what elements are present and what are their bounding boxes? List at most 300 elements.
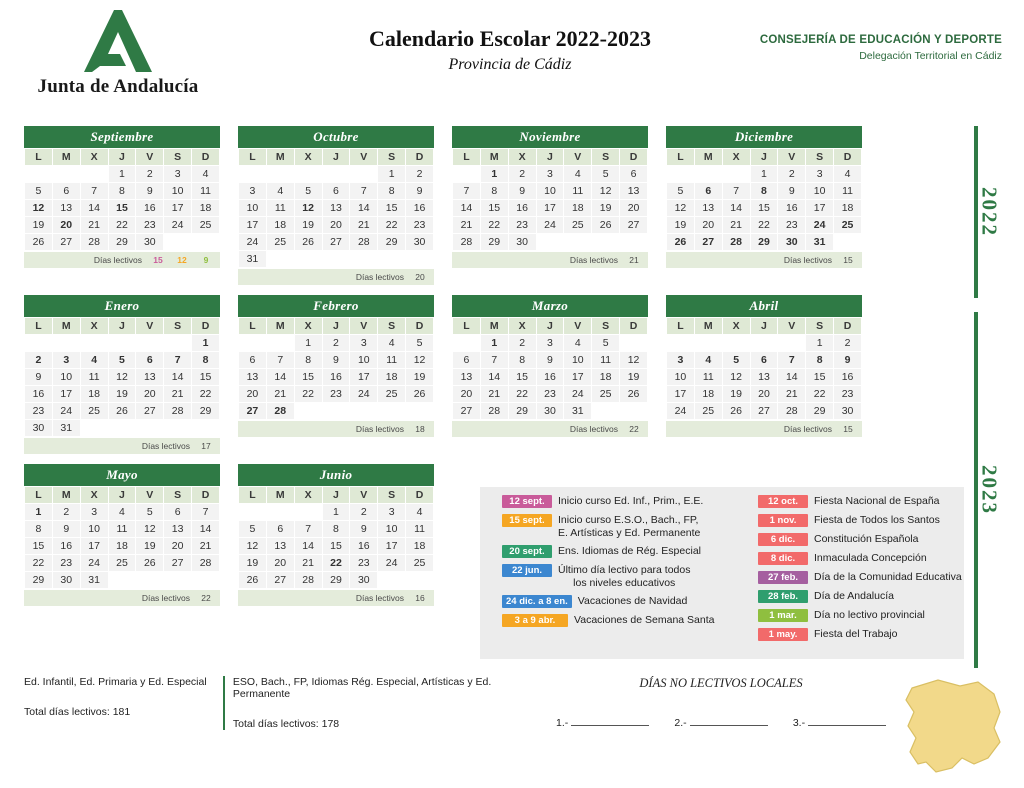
weekday-header: J: [322, 318, 350, 335]
legend-chip: 20 sept.: [502, 545, 552, 558]
org-consejeria: CONSEJERÍA DE EDUCACIÓN Y DEPORTE: [759, 34, 1002, 46]
day-cell: 20: [52, 217, 80, 234]
legend-column-left: [502, 495, 752, 633]
day-cell: 20: [322, 217, 350, 234]
day-cell: 2: [136, 166, 164, 183]
week-row: [239, 572, 434, 589]
day-cell: 19: [136, 538, 164, 555]
day-cell: 24: [239, 234, 267, 251]
day-cell: 28: [80, 234, 108, 251]
week-row: [453, 234, 648, 251]
day-cell: 14: [266, 369, 294, 386]
week-row: [453, 200, 648, 217]
lectivos-count: 12: [177, 255, 187, 265]
weekday-header: S: [592, 149, 620, 166]
weekday-header: X: [80, 487, 108, 504]
day-cell: 13: [694, 200, 722, 217]
day-cell: 11: [80, 369, 108, 386]
day-cell-empty: [52, 166, 80, 183]
day-cell: 26: [108, 403, 136, 420]
day-cell: 3: [806, 166, 834, 183]
day-cell: 13: [164, 521, 192, 538]
day-cell: 5: [406, 335, 434, 352]
day-cell-empty: [620, 335, 648, 352]
day-cell: 1: [108, 166, 136, 183]
day-cell: 6: [266, 521, 294, 538]
totals-group-a: [24, 676, 220, 718]
lectivos-label: Días lectivos: [783, 424, 832, 434]
day-cell: 9: [508, 183, 536, 200]
day-cell-empty: [667, 335, 695, 352]
month-title: Abril: [666, 295, 862, 317]
legend-chip: 24 dic. a 8 en.: [502, 595, 572, 608]
weekday-header: S: [592, 318, 620, 335]
day-cell: 7: [266, 352, 294, 369]
day-cell: 16: [778, 200, 806, 217]
day-cell: 6: [164, 504, 192, 521]
day-cell-empty: [378, 251, 406, 268]
legend-item: [502, 545, 752, 558]
day-cell: 21: [480, 386, 508, 403]
week-row: [25, 420, 220, 437]
local-day-field[interactable]: [556, 715, 649, 729]
day-cell: 5: [592, 335, 620, 352]
day-cell: 7: [480, 352, 508, 369]
day-cell-empty: [406, 403, 434, 420]
day-cell: 8: [508, 352, 536, 369]
day-cell: 11: [108, 521, 136, 538]
week-row: [239, 166, 434, 183]
day-cell-empty: [108, 572, 136, 589]
day-cell: 7: [192, 504, 220, 521]
lectivos-count: 16: [415, 593, 425, 603]
month-table: [666, 148, 862, 251]
day-cell: 25: [694, 403, 722, 420]
day-cell-empty: [322, 403, 350, 420]
day-cell: 20: [136, 386, 164, 403]
totals-group-a-label: Ed. Infantil, Ed. Primaria y Ed. Especial: [24, 676, 207, 688]
day-cell: 13: [453, 369, 481, 386]
day-cell: 14: [164, 369, 192, 386]
day-cell: 26: [667, 234, 695, 251]
legend-chip: 22 jun.: [502, 564, 552, 577]
weekday-header: V: [350, 487, 378, 504]
legend-text: Vacaciones de Navidad: [577, 595, 688, 607]
day-cell: 28: [164, 403, 192, 420]
weekday-header: S: [378, 487, 406, 504]
legend-item: [758, 571, 963, 584]
day-cell-empty: [266, 504, 294, 521]
day-cell-empty: [164, 335, 192, 352]
day-cell: 3: [52, 352, 80, 369]
week-row: [239, 335, 434, 352]
day-cell: 11: [694, 369, 722, 386]
local-day-blank[interactable]: [571, 715, 649, 726]
day-cell: 15: [750, 200, 778, 217]
legend-chip: 1 nov.: [758, 514, 808, 527]
day-cell-empty: [239, 504, 267, 521]
lectivos-footer: [452, 421, 648, 437]
day-cell: 14: [80, 200, 108, 217]
day-cell: 21: [722, 217, 750, 234]
day-cell: 29: [378, 234, 406, 251]
day-cell: 22: [322, 555, 350, 572]
day-cell: 8: [806, 352, 834, 369]
weekday-header: X: [294, 487, 322, 504]
month-table: [666, 317, 862, 420]
day-cell: 17: [350, 369, 378, 386]
andalucia-logo-icon: [70, 8, 166, 74]
legend-column-right: [758, 495, 963, 647]
day-cell: 18: [108, 538, 136, 555]
month-row: [24, 295, 964, 454]
week-row: [453, 369, 648, 386]
week-row: [25, 166, 220, 183]
legend-text: Constitución Española: [814, 533, 919, 545]
week-row: [25, 386, 220, 403]
weekday-header: L: [25, 149, 53, 166]
day-cell: 12: [136, 521, 164, 538]
legend-chip: 1 mar.: [758, 609, 808, 622]
day-cell-empty: [108, 335, 136, 352]
month-enero: [24, 295, 220, 454]
weekday-header: V: [136, 149, 164, 166]
day-cell: 18: [266, 217, 294, 234]
day-cell: 9: [52, 521, 80, 538]
day-cell: 4: [266, 183, 294, 200]
day-cell: 2: [25, 352, 53, 369]
legend-item: [758, 495, 963, 508]
day-cell: 29: [480, 234, 508, 251]
month-title: Septiembre: [24, 126, 220, 148]
day-cell: 11: [378, 352, 406, 369]
day-cell-empty: [620, 403, 648, 420]
day-cell: 15: [25, 538, 53, 555]
week-row: [25, 555, 220, 572]
day-cell: 19: [406, 369, 434, 386]
day-cell: 23: [406, 217, 434, 234]
week-row: [25, 521, 220, 538]
day-cell: 15: [806, 369, 834, 386]
lectivos-footer: [666, 252, 862, 268]
day-cell: 13: [239, 369, 267, 386]
day-cell: 24: [378, 555, 406, 572]
day-cell-empty: [136, 572, 164, 589]
day-cell: 14: [722, 200, 750, 217]
day-cell: 19: [722, 386, 750, 403]
lectivos-label: Días lectivos: [141, 441, 190, 451]
weekday-header: X: [508, 149, 536, 166]
day-cell: 30: [778, 234, 806, 251]
local-day-label: 2.-: [674, 717, 690, 729]
day-cell: 19: [294, 217, 322, 234]
day-cell: 1: [192, 335, 220, 352]
day-cell: 12: [25, 200, 53, 217]
day-cell-empty: [239, 335, 267, 352]
month-septiembre: [24, 126, 220, 285]
day-cell: 28: [480, 403, 508, 420]
day-cell: 31: [806, 234, 834, 251]
month-title: Mayo: [24, 464, 220, 486]
weekday-header: V: [778, 318, 806, 335]
day-cell-empty: [694, 166, 722, 183]
lectivos-footer: [666, 421, 862, 437]
weekday-header: L: [667, 318, 695, 335]
day-cell: 9: [136, 183, 164, 200]
day-cell: 17: [667, 386, 695, 403]
weekday-header: D: [406, 318, 434, 335]
day-cell: 27: [136, 403, 164, 420]
weekday-header: M: [266, 318, 294, 335]
weekday-header: D: [406, 487, 434, 504]
day-cell: 18: [378, 369, 406, 386]
day-cell: 7: [722, 183, 750, 200]
week-row: [25, 504, 220, 521]
day-cell: 20: [620, 200, 648, 217]
day-cell-empty: [667, 166, 695, 183]
day-cell: 11: [564, 183, 592, 200]
day-cell: 20: [453, 386, 481, 403]
week-row: [667, 352, 862, 369]
week-row: [239, 217, 434, 234]
totals-block: [24, 676, 544, 730]
month-marzo: [452, 295, 648, 454]
day-cell-empty: [620, 234, 648, 251]
legend-item: [758, 552, 963, 565]
day-cell: 22: [378, 217, 406, 234]
local-days-fields: [556, 715, 886, 729]
local-day-blank[interactable]: [808, 715, 886, 726]
weekday-header: S: [806, 149, 834, 166]
day-cell: 20: [164, 538, 192, 555]
day-cell: 6: [750, 352, 778, 369]
page-title: Calendario Escolar 2022-2023: [369, 26, 651, 51]
day-cell-empty: [406, 251, 434, 268]
weekday-header: X: [80, 149, 108, 166]
lectivos-label: Días lectivos: [783, 255, 832, 265]
weekday-header: X: [508, 318, 536, 335]
legend-item: [758, 514, 963, 527]
day-cell: 1: [480, 335, 508, 352]
day-cell: 3: [536, 166, 564, 183]
lectivos-footer: [238, 421, 434, 437]
day-cell: 3: [536, 335, 564, 352]
lectivos-label: Días lectivos: [141, 593, 190, 603]
week-row: [667, 369, 862, 386]
weekday-header: X: [722, 318, 750, 335]
lectivos-label: Días lectivos: [569, 255, 618, 265]
weekday-header: L: [25, 487, 53, 504]
day-cell: 9: [322, 352, 350, 369]
day-cell: 25: [592, 386, 620, 403]
day-cell: 23: [322, 386, 350, 403]
day-cell: 16: [322, 369, 350, 386]
week-row: [25, 369, 220, 386]
day-cell: 14: [350, 200, 378, 217]
day-cell: 2: [322, 335, 350, 352]
day-cell-empty: [80, 420, 108, 437]
day-cell: 1: [480, 166, 508, 183]
day-cell: 31: [52, 420, 80, 437]
legend-item: [758, 590, 963, 603]
legend-text: Fiesta del Trabajo: [814, 628, 898, 640]
day-cell: 16: [536, 369, 564, 386]
totals-group-a-value: Total días lectivos: 181: [24, 706, 131, 718]
week-row: [25, 234, 220, 251]
day-cell: 26: [592, 217, 620, 234]
weekday-header: V: [564, 149, 592, 166]
day-cell: 15: [192, 369, 220, 386]
day-cell: 15: [322, 538, 350, 555]
lectivos-count: 15: [843, 255, 853, 265]
weekday-header: L: [667, 149, 695, 166]
year-2023-text: 2023: [977, 465, 1002, 515]
day-cell: 28: [266, 403, 294, 420]
day-cell: 22: [508, 386, 536, 403]
day-cell: 8: [192, 352, 220, 369]
day-cell: 27: [620, 217, 648, 234]
weekday-header: V: [778, 149, 806, 166]
day-cell: 17: [536, 200, 564, 217]
weekday-header: V: [136, 487, 164, 504]
day-cell: 13: [750, 369, 778, 386]
week-row: [667, 183, 862, 200]
weekday-header: J: [536, 149, 564, 166]
day-cell: 17: [164, 200, 192, 217]
month-table: [238, 486, 434, 589]
day-cell: 21: [294, 555, 322, 572]
day-cell: 19: [667, 217, 695, 234]
local-day-field[interactable]: [674, 715, 767, 729]
day-cell: 10: [806, 183, 834, 200]
day-cell-empty: [378, 403, 406, 420]
day-cell: 15: [480, 200, 508, 217]
day-cell: 2: [350, 504, 378, 521]
day-cell: 12: [406, 352, 434, 369]
day-cell: 10: [378, 521, 406, 538]
weekday-header: S: [164, 318, 192, 335]
day-cell: 25: [108, 555, 136, 572]
day-cell: 17: [80, 538, 108, 555]
day-cell-empty: [192, 234, 220, 251]
lectivos-count: 20: [415, 272, 425, 282]
day-cell: 15: [294, 369, 322, 386]
day-cell: 22: [25, 555, 53, 572]
weekday-header: J: [536, 318, 564, 335]
day-cell: 18: [564, 200, 592, 217]
day-cell-empty: [750, 335, 778, 352]
day-cell: 7: [80, 183, 108, 200]
legend-chip: 1 may.: [758, 628, 808, 641]
legend-text: Día no lectivo provincial: [814, 609, 925, 621]
day-cell-empty: [592, 403, 620, 420]
day-cell: 3: [80, 504, 108, 521]
weekday-header: D: [620, 149, 648, 166]
day-cell: 12: [294, 200, 322, 217]
day-cell: 30: [508, 234, 536, 251]
day-cell: 25: [80, 403, 108, 420]
weekday-header: X: [294, 318, 322, 335]
year-label-2023: [972, 312, 1006, 668]
totals-group-b-label: ESO, Bach., FP, Idiomas Rég. Especial, Artísticas y Ed. Permanente: [232, 676, 492, 700]
month-table: [24, 148, 220, 251]
day-cell: 24: [164, 217, 192, 234]
day-cell: 14: [778, 369, 806, 386]
week-row: [239, 386, 434, 403]
day-cell: 6: [136, 352, 164, 369]
day-cell: 26: [294, 234, 322, 251]
legend-text: Inmaculada Concepción: [814, 552, 927, 564]
day-cell: 24: [564, 386, 592, 403]
day-cell: 12: [620, 352, 648, 369]
day-cell-empty: [80, 166, 108, 183]
week-row: [25, 335, 220, 352]
month-table: [238, 148, 434, 268]
day-cell: 30: [52, 572, 80, 589]
month-title: Noviembre: [452, 126, 648, 148]
local-day-blank[interactable]: [690, 715, 768, 726]
day-cell-empty: [164, 572, 192, 589]
lectivos-count: 22: [201, 593, 211, 603]
weekday-header: L: [25, 318, 53, 335]
local-nonschool-days: [556, 676, 886, 729]
day-cell: 29: [25, 572, 53, 589]
day-cell: 31: [239, 251, 267, 268]
day-cell: 5: [25, 183, 53, 200]
day-cell: 27: [453, 403, 481, 420]
day-cell: 8: [480, 183, 508, 200]
weekday-header: J: [108, 149, 136, 166]
day-cell: 2: [508, 166, 536, 183]
day-cell: 24: [536, 217, 564, 234]
month-octubre: [238, 126, 434, 285]
day-cell: 3: [239, 183, 267, 200]
lectivos-footer: [238, 269, 434, 285]
day-cell: 22: [192, 386, 220, 403]
day-cell-empty: [239, 166, 267, 183]
day-cell: 28: [350, 234, 378, 251]
local-day-field[interactable]: [793, 715, 886, 729]
day-cell: 27: [164, 555, 192, 572]
brand-logo: [28, 8, 208, 98]
legend-text: Inicio curso Ed. Inf., Prim., E.E.: [558, 495, 704, 507]
day-cell: 2: [834, 335, 862, 352]
weekday-header: J: [322, 149, 350, 166]
week-row: [453, 386, 648, 403]
legend-text: Último día lectivo para todos los niveles educativos: [558, 564, 691, 589]
day-cell: 5: [667, 183, 695, 200]
week-row: [25, 183, 220, 200]
legend-text: Día de la Comunidad Educativa: [814, 571, 962, 583]
day-cell: 30: [834, 403, 862, 420]
legend-item: [758, 609, 963, 622]
totals-group-b-value: Total días lectivos: 178: [232, 718, 340, 730]
lectivos-label: Días lectivos: [355, 424, 404, 434]
day-cell: 6: [453, 352, 481, 369]
weekday-header: D: [192, 149, 220, 166]
weekday-header: V: [350, 149, 378, 166]
weekday-header: M: [480, 149, 508, 166]
local-days-title: DÍAS NO LECTIVOS LOCALES: [639, 676, 803, 690]
day-cell: 24: [806, 217, 834, 234]
day-cell: 26: [239, 572, 267, 589]
day-cell: 21: [453, 217, 481, 234]
day-cell: 8: [294, 352, 322, 369]
day-cell: 4: [108, 504, 136, 521]
legend-item: [502, 564, 752, 589]
day-cell: 14: [294, 538, 322, 555]
day-cell: 18: [592, 369, 620, 386]
